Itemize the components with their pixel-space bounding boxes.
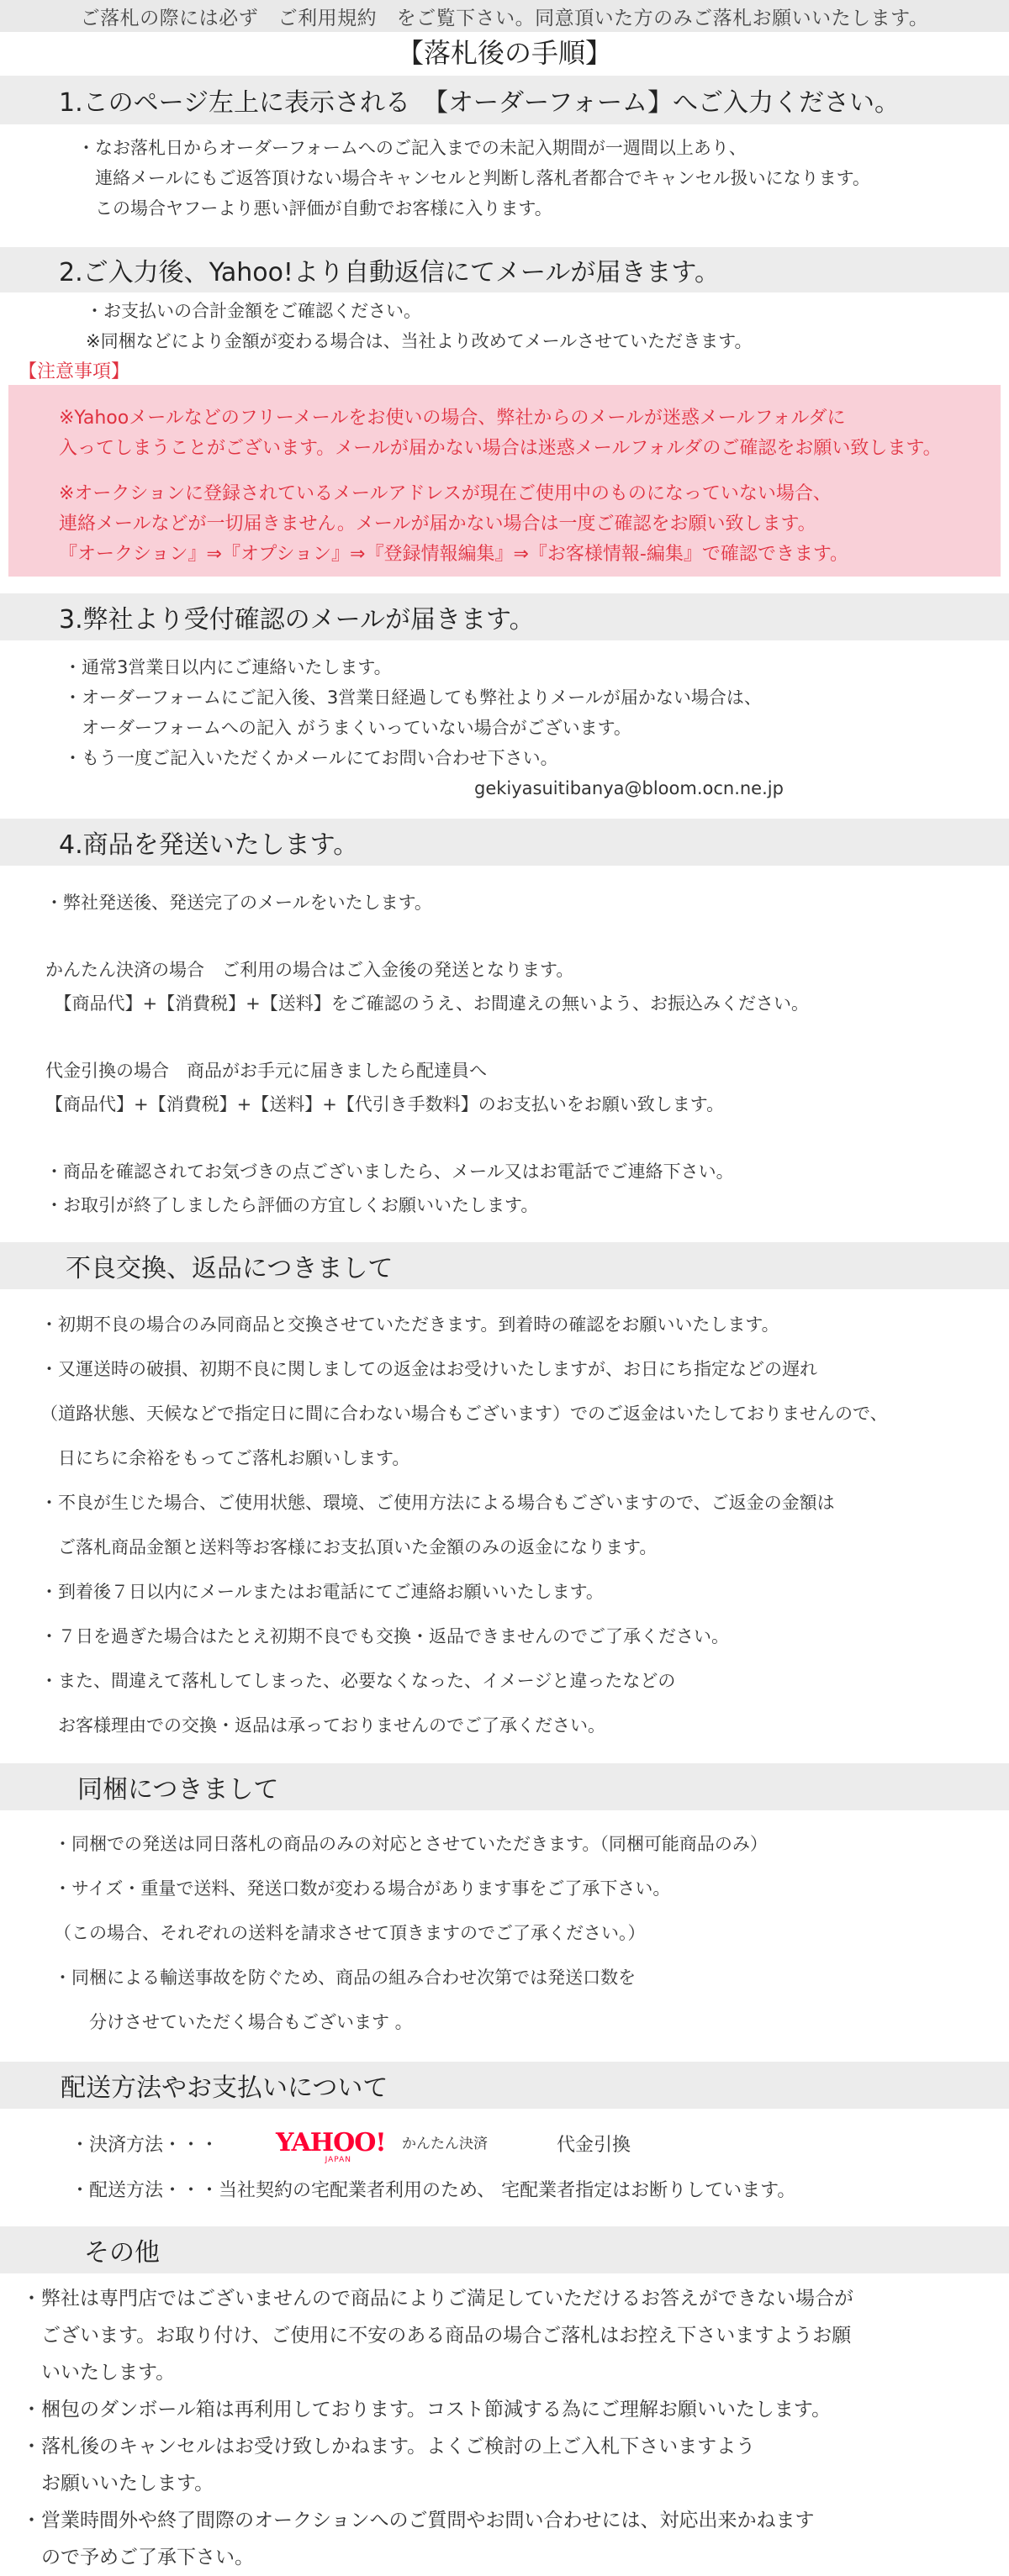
step3-body: [0, 640, 1009, 803]
caution-box: [8, 385, 1001, 577]
cod-detail: 【商品代】+【消費税】+【送料】+【代引き手数料】のお支払いをお願い致します。: [45, 1094, 725, 1114]
text-line: 『オークション』⇒『オプション』⇒『登録情報編集』⇒『お客様情報-編集』で確認できます。: [59, 544, 849, 565]
text-line: この場合ヤフーより悪い評価が自動でお客様に入ります。: [77, 198, 552, 219]
text-line: ・営業時間外や終了間際のオークションへのご質問やお問い合わせには、対応出来かねます: [22, 2510, 815, 2531]
text-line: ・同梱での発送は同日落札の商品のみの対応とさせていただきます。（同梱可能商品のみ）: [54, 1834, 768, 1854]
text-line: ※オークションに登録されているメールアドレスが現在ご使用中のものになっていない場合、: [59, 483, 832, 504]
text-line: ・不良が生じた場合、ご使用状態、環境、ご使用方法による場合もございますので、ご返金の金額は: [40, 1493, 835, 1513]
terms-notice-text: ご落札の際には必ず ご利用規約 をご覧下さい。同意頂いた方のみご落札お願いいたします。: [80, 7, 929, 29]
text-line: 連絡メールなどが一切届きません。メールが届かない場合は一度ご確認をお願い致します。: [59, 514, 816, 535]
shipping-heading: 配送方法やお支払いについて: [0, 2062, 1009, 2109]
payment-label: ・決済方法・・・: [71, 2134, 219, 2156]
text-line: ・もう一度ご記入いただくかメールにてお問い合わせ下さい。: [64, 748, 558, 768]
text-line: ・到着後７日以内にメールまたはお電話にてご連絡お願いいたします。: [40, 1582, 604, 1602]
text-line: ・お支払いの合計金額をご確認ください。: [86, 301, 421, 321]
step4-heading: 4.商品を発送いたします。: [0, 819, 1009, 866]
bundle-heading: 同梱につきまして: [0, 1763, 1009, 1810]
text-line: （この場合、それぞれの送料を請求させて頂きますのでご了承ください。）: [54, 1923, 646, 1943]
bundle-body: [0, 1810, 1009, 2045]
caution-address: [59, 479, 1001, 570]
text-line: ・落札後のキャンセルはお受け致しかねます。よくご検討の上ご入札下さいますよう: [22, 2436, 756, 2457]
delivery-method-row: ・配送方法・・・当社契約の宅配業者利用のため、 宅配業者指定はお断りしています。: [71, 2179, 796, 2201]
text-line: ・通常3営業日以内にご連絡いたします。: [64, 657, 392, 677]
yahoo-japan-text: JAPAN: [325, 2156, 351, 2164]
shipping-body: [0, 2109, 1009, 2211]
text-line: 分けさせていただく場合もございます 。: [54, 2012, 413, 2032]
step1-body: [0, 124, 1009, 224]
cod-title: 代金引換の場合 商品がお手元に届きましたら配達員へ: [45, 1061, 487, 1081]
text-line: オーダーフォームへの記入 がうまくいっていない場合がございます。: [64, 718, 631, 738]
text-line: ・なお落札日からオーダーフォームへのご記入までの未記入期間が一週間以上あり、: [77, 138, 747, 158]
payment-method-row: [71, 2120, 1009, 2166]
yahoo-kantan-text: かんたん決済: [401, 2136, 488, 2152]
text-line: ・弊社は専門店ではございませんので商品によりご満足していただけるお答えができない場合が: [22, 2288, 853, 2310]
yahoo-logo: [276, 2128, 488, 2164]
text-line: ※同梱などにより金額が変わる場合は、当社より改めてメールさせていただきます。: [86, 331, 753, 351]
contact-email: gekiyasuitibanya@bloom.ocn.ne.jp: [474, 778, 784, 798]
text-line: ・サイズ・重量で送料、発送口数が変わる場合があります事をご了承下さい。: [54, 1878, 671, 1899]
text-line: いいたします。: [22, 2362, 176, 2384]
kantan-detail: 【商品代】+【消費税】+【送料】をご確認のうえ、お間違えの無いよう、お振込みください。: [45, 993, 809, 1014]
yahoo-logo-text: YAHOO!: [276, 2128, 386, 2157]
text-line: お客様理由での交換・返品は承っておりませんのでご了承ください。: [40, 1715, 605, 1736]
page-title: 【落札後の手順】: [396, 37, 612, 69]
terms-notice-banner: [0, 0, 1009, 32]
returns-body: [0, 1289, 1009, 1748]
text-line: 連絡メールにもご返答頂けない場合キャンセルと判断し落札者都合でキャンセル扱いになります。: [77, 168, 870, 188]
step2-body: [0, 292, 1009, 356]
step2-heading: 2.ご入力後、Yahoo!より自動返信にてメールが届きます。: [0, 247, 1009, 292]
text-line: 入ってしまうことがございます。メールが届かない場合は迷惑メールフォルダのご確認をお願い致します。: [59, 438, 942, 459]
text-line: ・弊社発送後、発送完了のメールをいたします。: [45, 893, 432, 913]
caution-freemail: [59, 403, 1001, 464]
text-line: ・又運送時の破損、初期不良に関しましての返金はお受けいたしますが、お日にち指定などの遅れ: [40, 1359, 817, 1379]
cod-label: 代金引換: [556, 2134, 631, 2156]
text-line: ・また、間違えて落札してしまった、必要なくなった、イメージと違ったなどの: [40, 1671, 676, 1691]
text-line: ございます。お取り付け、ご使用に不安のある商品の場合ご落札はお控え下さいますようお願: [22, 2325, 852, 2347]
text-line: ・お取引が終了しましたら評価の方宜しくお願いいたします。: [45, 1195, 539, 1215]
text-line: ※Yahooメールなどのフリーメールをお使いの場合、弊社からのメールが迷惑メールフォルダに: [59, 408, 846, 429]
text-line: ご落札商品金額と送料等お客様にお支払頂いた金額のみの返金になります。: [40, 1537, 658, 1557]
text-line: お願いいたします。: [22, 2473, 214, 2494]
text-line: ・商品を確認されてお気づきの点ございましたら、メール又はお電話でご連絡下さい。: [45, 1162, 734, 1182]
text-line: ・オーダーフォームにご記入後、3営業日経過しても弊社よりメールが届かない場合は、: [64, 687, 762, 708]
text-line: ・梱包のダンボール箱は再利用しております。コスト節減する為にご理解お願いいたします。: [22, 2399, 832, 2421]
text-line: ・同梱による輸送事故を防ぐため、商品の組み合わせ次第では発送口数を: [54, 1968, 637, 1988]
text-line: （道路状態、天候などで指定日に間に合わない場合もございます）でのご返金はいたしておりませんので、: [40, 1404, 888, 1424]
text-line: 日にちに余裕をもってご落札お願いします。: [40, 1448, 410, 1468]
caution-label: 【注意事項】: [18, 361, 130, 382]
step4-body: [0, 866, 1009, 1222]
returns-heading: 不良交換、返品につきまして: [0, 1242, 1009, 1289]
step3-heading: 3.弊社より受付確認のメールが届きます。: [0, 593, 1009, 640]
text-line: ・初期不良の場合のみ同商品と交換させていただきます。到着時の確認をお願いいたします。: [40, 1314, 779, 1335]
text-line: ・７日を過ぎた場合はたとえ初期不良でも交換・返品できませんのでご了承ください。: [40, 1626, 729, 1646]
step1-heading: 1.このページ左上に表示される 【オーダーフォーム】へご入力ください。: [0, 76, 1009, 124]
kantan-title: かんたん決済の場合 ご利用の場合はご入金後の発送となります。: [45, 960, 574, 980]
other-body: [0, 2273, 1009, 2576]
other-heading: その他: [0, 2226, 1009, 2273]
text-line: ので予めご了承下さい。: [22, 2547, 254, 2568]
